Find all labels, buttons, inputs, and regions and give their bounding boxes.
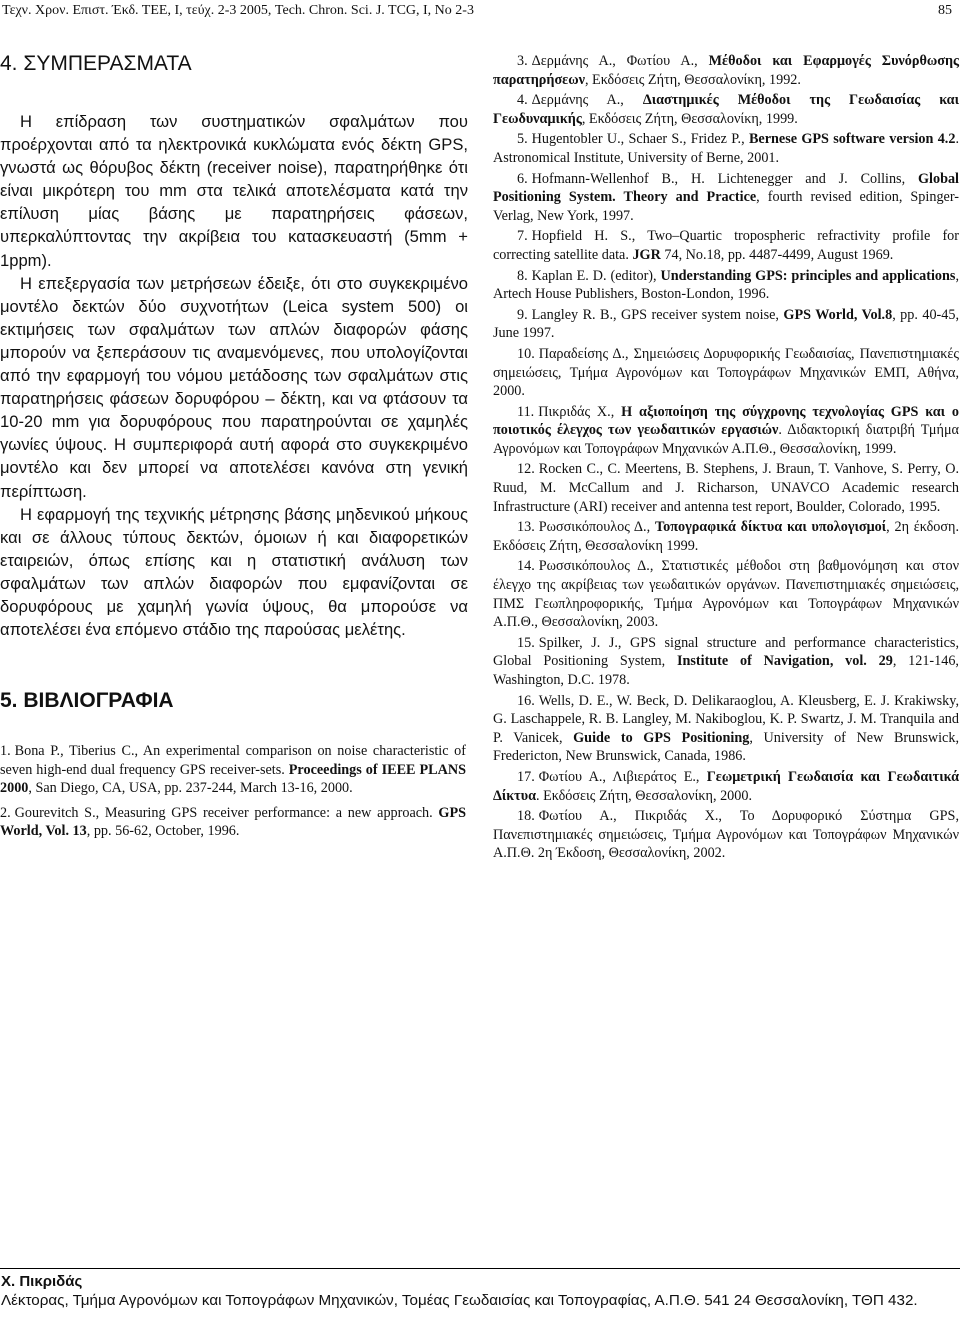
footer-divider bbox=[0, 1268, 960, 1269]
reference-item: 3. Δερμάνης Α., Φωτίου Α., Μέθοδοι και Εφαρμογές Συνόρθωσης παρατηρήσεων, Εκδόσεις Ζήτη, Θεσσαλονίκη, 1992. bbox=[493, 53, 959, 88]
reference-item: 16. Wells, D. E., W. Beck, D. Delikaraoglou, A. Kleusberg, E. J. Krakiwsky, G. Laschappele, R. B. Langley, M. Nakiboglou, K. P. Swartz, J. M. Tranquila and P. Vanicek, Guide to GPS Positioning, University of New Brunswick, Fredericton, New Brunswick, Canada, 1986. bbox=[493, 692, 959, 765]
bibliography-title: 5. ΒΙΒΛΙΟΓΡΑΦΙΑ bbox=[0, 689, 174, 712]
reference-item: 15. Spilker, J. J., GPS signal structure and performance characteristics, Global Positioning System, Institute of Navigation, vol. 29, 121-146, Washington, D.C. 1978. bbox=[493, 634, 959, 688]
conclusions-paragraph: Η επεξεργασία των μετρήσεων έδειξε, ότι στο συγκεκριμένο μοντέλο δεκτών δύο συχνοτήτων (Leica system 500) οι εκτιμήσεις των σφαλμάτων των απλών διαφορών φάσης μπορούν να ξεπεράσουν τις αναμενόμενες, που υπολογίζονται από την εφαρμογή του νόμου μετάδοσης των σφαλμάτων στις παρατηρήσεις φάσεων δορυφόρου – δέκτη, και να φτάσουν τα 10-20 mm για δορυφόρους που παρατηρούνται σε χαμηλές γωνίες ύψους. Η συμπεριφορά αυτή αφορά στο συγκεκριμένο μοντέλο και δεν μπορεί να αποτελέσει κανόνα στη γενική περίπτωση. bbox=[0, 273, 468, 501]
reference-item: 9. Langley R. B., GPS receiver system noise, GPS World, Vol.8, pp. 40-45, June 1997. bbox=[493, 306, 960, 342]
reference-item: 6. Hofmann-Wellenhof B., H. Lichtenegger and J. Collins, Global Positioning System. Theory and Practice, fourth revised edition, Spinger-Verlag, New York, 1997. bbox=[493, 170, 959, 224]
reference-item: 11. Πικριδάς Χ., Η αξιοποίηση της σύγχρονης τεχνολογίας GPS και ο ποιοτικός έλεγχος των γεωδαιτικών εργασιών. Διδακτορική διατριβή Τμήμα Αγρονόμων και Τοπογράφων Μηχανικών Α.Π.Θ., Θεσσαλονίκη, 1999. bbox=[493, 403, 959, 457]
journal-citation: Τεχν. Χρον. Επιστ. Έκδ. ΤΕΕ, Ι, τεύχ. 2-3 2005, Tech. Chron. Sci. J. TCG, I, No 2-3 bbox=[2, 3, 474, 18]
references-left bbox=[0, 742, 466, 847]
reference-item: 12. Rocken C., C. Meertens, B. Stephens, J. Braun, T. Vanhove, S. Perry, O. Ruud, M. McCallum and J. Richarson, UNAVCO Academic research Infrastructure (ARI) receiver and antenna test report, Boulder, Colorado, 1995. bbox=[493, 461, 959, 515]
reference-item: 17. Φωτίου Α., Λιβιεράτος Ε., Γεωμετρική Γεωδαισία και Γεωδαιτικά Δίκτυα. Εκδόσεις Ζήτη, Θεσσαλονίκη, 2000. bbox=[493, 768, 960, 804]
page-number: 85 bbox=[938, 3, 952, 18]
conclusions-paragraph: Η επίδραση των συστηματικών σφαλμάτων που προέρχονται από τα ηλεκτρονικά κυκλώματα ενός δέκτη GPS, γνωστά ως θόρυβος δέκτη (receiver noise), παρατηρήθηκε ότι είναι μικρότερη του mm στα τελικά αποτελέσματα κατά την επίλυση μίας βάσης με παρατηρήσεις φάσεων, υπερκαλύπτοντας την ακρίβεια του κατασκευαστή (5mm + 1ppm). bbox=[0, 112, 468, 270]
reference-item: 7. Hopfield H. S., Two–Quartic tropospheric refractivity profile for correcting satellite data. JGR 74, No.18, pp. 4487-4499, August 1969. bbox=[493, 228, 959, 263]
reference-item: 4. Δερμάνης Α., Διαστημικές Μέθοδοι της Γεωδαισίας και Γεωδυναμικής, Εκδόσεις Ζήτη, Θεσσαλονίκη, 1999. bbox=[493, 92, 959, 127]
reference-item: 14. Ρωσσικόπουλος Δ., Στατιστικές μέθοδοι στη βαθμονόμηση και στον έλεγχο της ακρίβειας των γεωδαιτικών οργάνων. Πανεπιστημιακές σημειώσεις, ΠΜΣ Γεωπληροφορικής, Τμήμα Αγρονόμων και Τοπογράφων Μηχανικών Α.Π.Θ., Θεσσαλονίκη, 2003. bbox=[493, 558, 959, 631]
left-column bbox=[0, 52, 468, 840]
references-right bbox=[493, 52, 959, 865]
author-affiliation: Λέκτορας, Τμήμα Αγρονόμων και Τοπογράφων Μηχανικών, Τομέας Γεωδαισίας και Τοπογραφίας, Α.Π.Θ. 541 24 Θεσσαλονίκη, ΤΘΠ 432. bbox=[1, 1292, 918, 1309]
reference-item: 13. Ρωσσικόπουλος Δ., Τοπογραφικά δίκτυα και υπολογισμοί, 2η έκδοση. Εκδόσεις Ζήτη, Θεσσαλονίκη 1999. bbox=[493, 519, 959, 554]
reference-item: 5. Hugentobler U., Schaer S., Fridez P., Bernese GPS software version 4.2. Astronomical Institute, University of Berne, 2001. bbox=[493, 131, 959, 166]
running-header bbox=[0, 3, 960, 25]
author-footer bbox=[0, 1268, 960, 1310]
reference-item: 18. Φωτίου Α., Πικριδάς Χ., Το Δορυφορικό Σύστημα GPS, Πανεπιστημιακές σημειώσεις, Τμήμα Αγρονόμων και Τοπογράφων Μηχανικών Α.Π.Θ. 2η Έκδοση, Θεσσαλονίκη, 2002. bbox=[493, 808, 959, 862]
reference-item: 1. Bona P., Tiberius C., An experimental comparison on noise characteristic of seven high-end dual frequency GPS receiver-sets. Proceedings of IEEE PLANS 2000, San Diego, CA, USA, pp. 237-244, March 13-16, 2000. bbox=[0, 743, 466, 797]
author-name: Χ. Πικριδάς bbox=[1, 1273, 83, 1290]
reference-item: 2. Gourevitch S., Measuring GPS receiver performance: a new approach. GPS World, Vol. 13, pp. 56-62, October, 1996. bbox=[0, 804, 466, 840]
reference-item: 8. Kaplan E. D. (editor), Understanding GPS: principles and applications, Artech House Publishers, Boston-London, 1996. bbox=[493, 267, 959, 303]
conclusions-title: 4. ΣΥΜΠΕΡΑΣΜΑΤΑ bbox=[0, 52, 192, 75]
reference-item: 10. Παραδείσης Δ., Σημειώσεις Δορυφορικής Γεωδαισίας, Πανεπιστημιακές σημειώσεις, Τμήμα Αγρονόμων και Τοπογράφων Μηχανικών ΕΜΠ, Αθήνα, 2000. bbox=[493, 345, 959, 400]
conclusions-paragraph: Η εφαρμογή της τεχνικής μέτρησης βάσης μηδενικού μήκους και σε άλλους τύπους δεκτών, όμοιων ή και διαφορετικών εταιρειών, όπως επίσης και η στατιστική ανάλυση των σφαλμάτων των απλών διαφορών που εμφανίζονται σε δορυφόρους με χαμηλή γωνία ύψους, θα μπορούσε να αποτελέσει ένα επόμενο στάδιο της παρούσας μελέτης. bbox=[0, 504, 468, 640]
